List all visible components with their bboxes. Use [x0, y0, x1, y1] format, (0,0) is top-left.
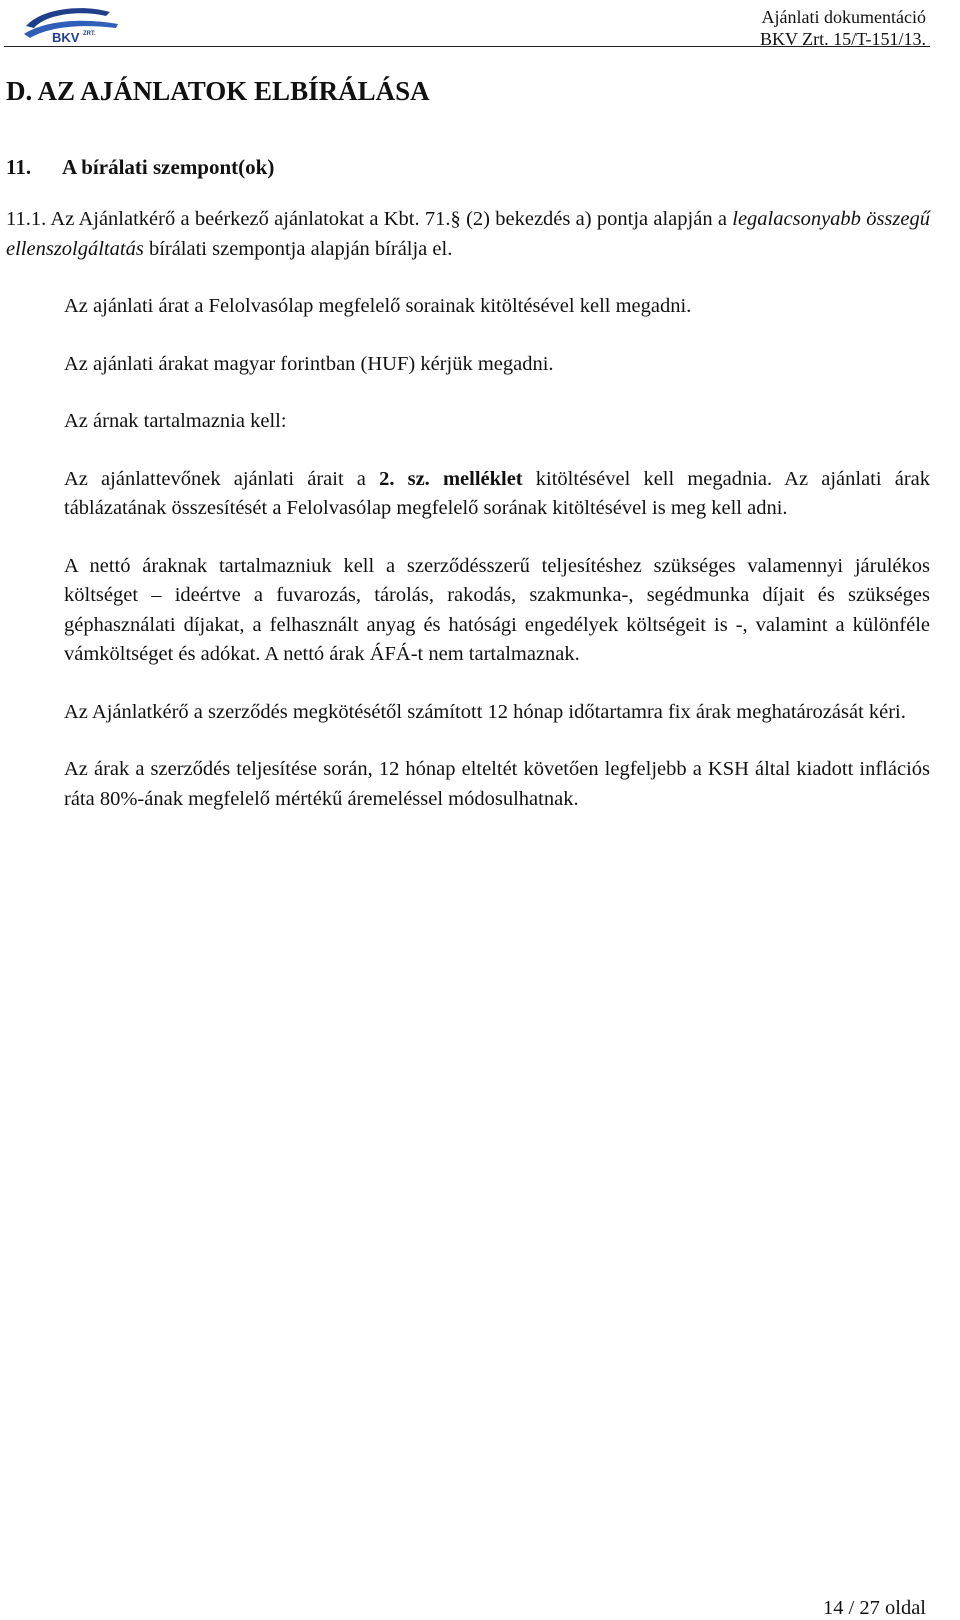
section-title: D. AZ AJÁNLATOK ELBÍRÁLÁSA — [6, 76, 430, 106]
paragraph-emphasis: legalacsonyabb összegű ellenszolgáltatás — [6, 208, 930, 260]
logo-text: BKV — [52, 30, 80, 45]
paragraph-price-contents: Az árnak tartalmaznia kell: — [64, 410, 287, 432]
paragraph-11-1 — [6, 205, 930, 264]
paragraph-text: Az Ajánlatkérő a beérkező ajánlatokat a Kbt. 71.§ (2) bekezdés a) pontja alapján a — [50, 208, 733, 230]
header-divider — [4, 46, 930, 47]
logo-superscript: ZRT. — [83, 31, 96, 37]
paragraph-number: 11.1. — [6, 208, 47, 230]
paragraph-fixed-prices: Az Ajánlatkérő a szerződés megkötésétől számított 12 hónap időtartamra fix árak meghatározását kéri. — [64, 700, 906, 723]
annex-reference: 2. sz. melléklet — [379, 467, 523, 490]
header-document-info — [760, 6, 926, 50]
header-doc-title: Ajánlati dokumentáció — [761, 7, 926, 27]
paragraph-net-prices: A nettó áraknak tartalmazniuk kell a szerződésszerű teljesítéshez szükséges valamennyi járulékos költséget – ideértve a fuvarozás, tárolás, rakodás, szakmunka-, segédmunka díjait és szükséges géphasználati díjakat, a felhasznált anyag és hatósági engedélyek költségeit is -, valamint a különféle vámköltséget és adókat. A nettó árak ÁFÁ-t nem tartalmaznak. — [64, 554, 930, 665]
subsection-title: A bírálati szempont(ok) — [62, 155, 275, 179]
bkv-logo — [22, 4, 122, 46]
page-number: 14 / 27 oldal — [822, 1597, 926, 1619]
header-doc-ref: BKV Zrt. 15/T-151/13. — [759, 29, 926, 49]
paragraph-text: kitöltésével kell megadnia. Az ajánlati árak táblázatának összesítését a Felolvasólap megfelelő sorának kitöltésével is meg kell adni. — [64, 467, 931, 519]
paragraph-currency: Az ajánlati árakat magyar forintban (HUF) kérjük megadni. — [64, 352, 554, 375]
paragraph-price-increase: Az árak a szerződés teljesítése során, 12 hónap elteltét követően legfeljebb a KSH által kiadott inflációs ráta 80%-ának megfelelő mértékű áremeléssel módosulhatnak. — [64, 758, 930, 810]
subsection-number: 11. — [6, 155, 32, 179]
document-body — [6, 205, 930, 842]
subsection-heading — [6, 152, 274, 182]
paragraph-price-entry: Az ajánlati árat a Felolvasólap megfelelő sorainak kitöltésével kell megadni. — [64, 295, 692, 317]
paragraph-text: bírálati szempontja alapján bírálja el. — [143, 237, 453, 260]
paragraph-annex — [6, 465, 930, 524]
paragraph-text: Az ajánlattevőnek ajánlati árait a — [64, 467, 380, 490]
